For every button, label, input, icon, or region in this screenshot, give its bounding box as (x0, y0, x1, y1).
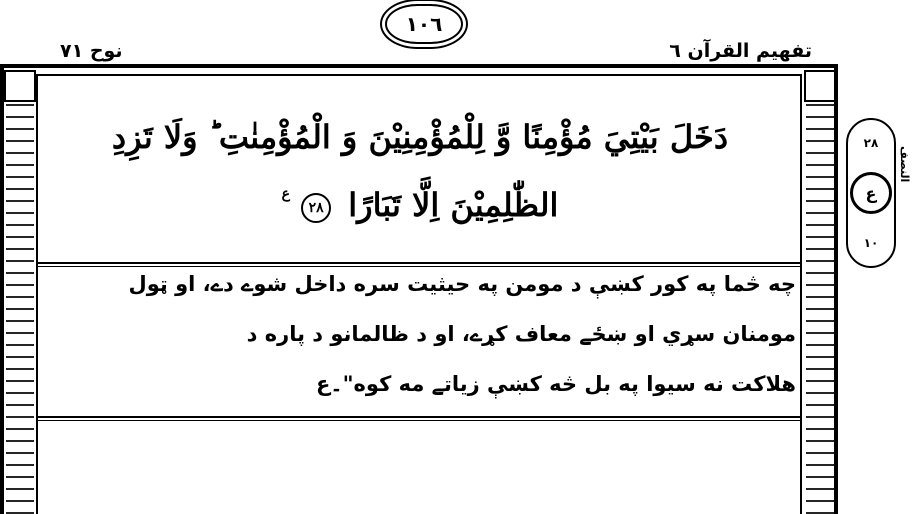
ruku-margin-marker (846, 118, 896, 268)
divider-bottom-thin (38, 420, 802, 421)
translation-line-3: هلاکت نه سیوا په بل څه کښې زیاتے مه کوه"۔ع (315, 372, 796, 396)
margin-side-label: النصف (898, 146, 911, 183)
divider-top (38, 262, 802, 264)
book-title-header: تفهیم القرآن ٦ (669, 40, 812, 62)
translation-line-2: مومنان سړي او ښځے معاف کړے، او د ظالمانو د پاره د (246, 322, 796, 346)
verse-line-2 (40, 186, 800, 224)
corner-ornament-left (4, 70, 36, 102)
ruku-sign: ع (281, 186, 290, 202)
ruku-ring (850, 172, 892, 214)
corner-ornament-right (804, 70, 836, 102)
page-number: ١٠٦ (405, 12, 443, 36)
divider-top-thin (38, 266, 802, 267)
ruku-number-bottom: ١٠ (863, 236, 879, 250)
verse-line-1: دَخَلَ بَيْتِيَ مُؤْمِنًا وَّ لِلْمُؤْمِنِيْنَ وَ الْمُؤْمِنٰتِ ؕ وَلَا تَزِدِ (111, 118, 729, 156)
border-band-left (6, 74, 34, 514)
verse-number-circle: ٢٨ (301, 193, 331, 223)
verse-line-2-text: الظّٰلِمِيْنَ اِلَّا تَبَارًا (348, 186, 559, 224)
surah-name-header: نوح ٧١ (60, 40, 123, 62)
border-band-right (806, 74, 834, 514)
translation-line-1: چه څما په کور کښې د مومن په حیثیت سره داخل شوے دے، او ټول (128, 272, 796, 296)
ruku-letter: ع (865, 183, 877, 203)
ruku-number-top: ٢٨ (863, 136, 879, 150)
divider-bottom (38, 416, 802, 418)
page-number-badge (385, 4, 463, 44)
